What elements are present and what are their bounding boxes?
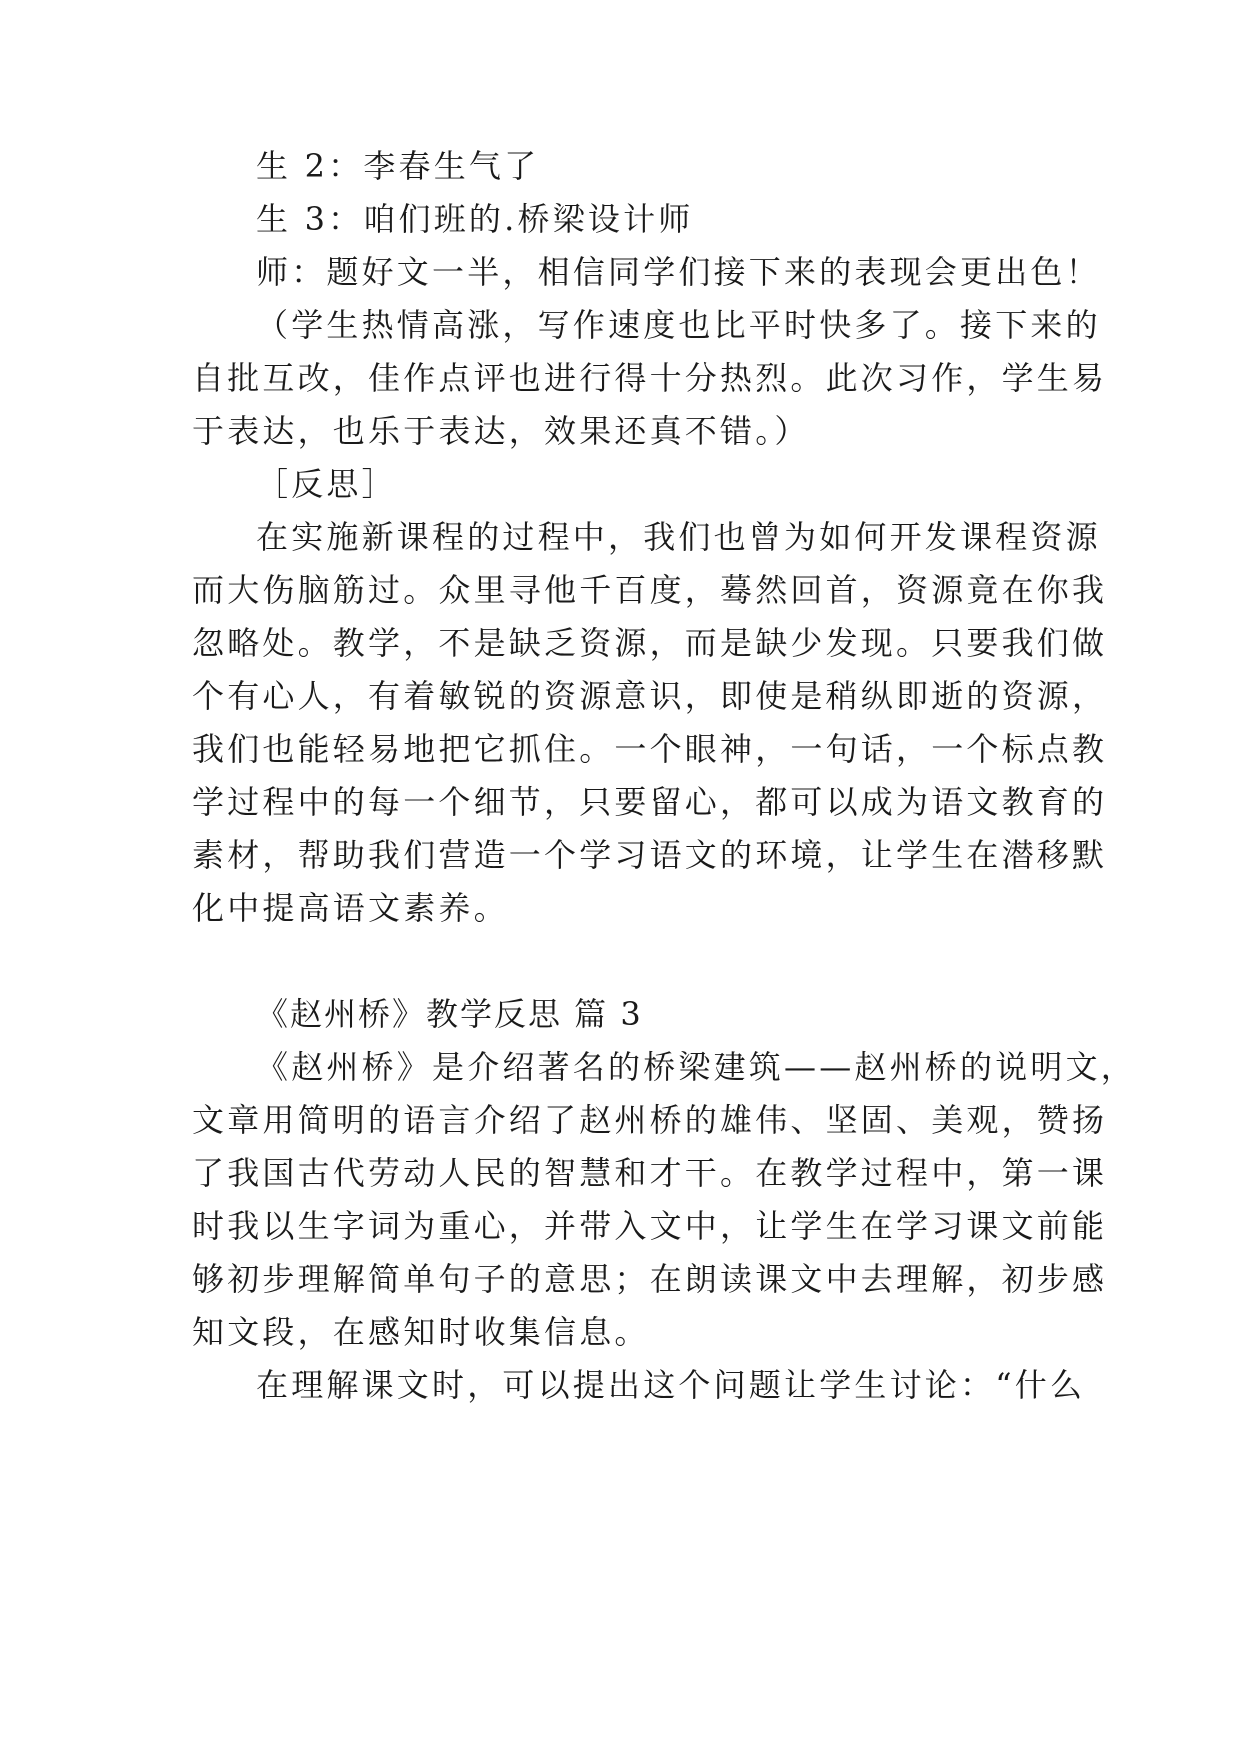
reflection-line-1: 在实施新课程的过程中，我们也曾为如何开发课程资源 [256,518,1101,556]
reflection-line-5: 我们也能轻易地把它抓住。一个眼神，一句话，一个标点教 [192,730,1108,768]
dialogue-student-3: 生 3：咱们班的.桥梁设计师 [256,200,694,238]
intro-line-4: 时我以生字词为重心，并带入文中，让学生在学习课文前能 [192,1207,1108,1245]
intro-line-2: 文章用简明的语言介绍了赵州桥的雄伟、坚固、美观，赞扬 [192,1101,1108,1139]
note-line-2: 自批互改，佳作点评也进行得十分热烈。此次习作，学生易 [192,359,1108,397]
note-line-1: （学生热情高涨，写作速度也比平时快多了。接下来的 [256,306,1101,344]
intro-line-6: 知文段，在感知时收集信息。 [192,1313,650,1351]
note-line-3: 于表达，也乐于表达，效果还真不错。） [192,412,810,450]
reflection-line-7: 素材，帮助我们营造一个学习语文的环境，让学生在潜移默 [192,836,1108,874]
reflection-label: ［反思］ [256,465,397,503]
reflection-line-6: 学过程中的每一个细节，只要留心，都可以成为语文教育的 [192,783,1108,821]
reflection-line-4: 个有心人，有着敏锐的资源意识，即使是稍纵即逝的资源， [192,677,1108,715]
intro-line-1: 《赵州桥》是介绍著名的桥梁建筑——赵州桥的说明文， [256,1048,1137,1086]
dialogue-teacher: 师：题好文一半，相信同学们接下来的表现会更出色！ [256,253,1101,291]
intro-line-5: 够初步理解简单句子的意思；在朗读课文中去理解，初步感 [192,1260,1108,1298]
discussion-line-1: 在理解课文时，可以提出这个问题让学生讨论：“什么 [256,1366,1086,1404]
section-heading: 《赵州桥》教学反思 篇 3 [256,995,643,1033]
intro-line-3: 了我国古代劳动人民的智慧和才干。在教学过程中，第一课 [192,1154,1108,1192]
dialogue-student-2: 生 2：李春生气了 [256,147,540,185]
reflection-line-2: 而大伤脑筋过。众里寻他千百度，蓦然回首，资源竟在你我 [192,571,1108,609]
reflection-line-8: 化中提高语文素养。 [192,889,509,927]
reflection-line-3: 忽略处。教学，不是缺乏资源，而是缺少发现。只要我们做 [192,624,1108,662]
